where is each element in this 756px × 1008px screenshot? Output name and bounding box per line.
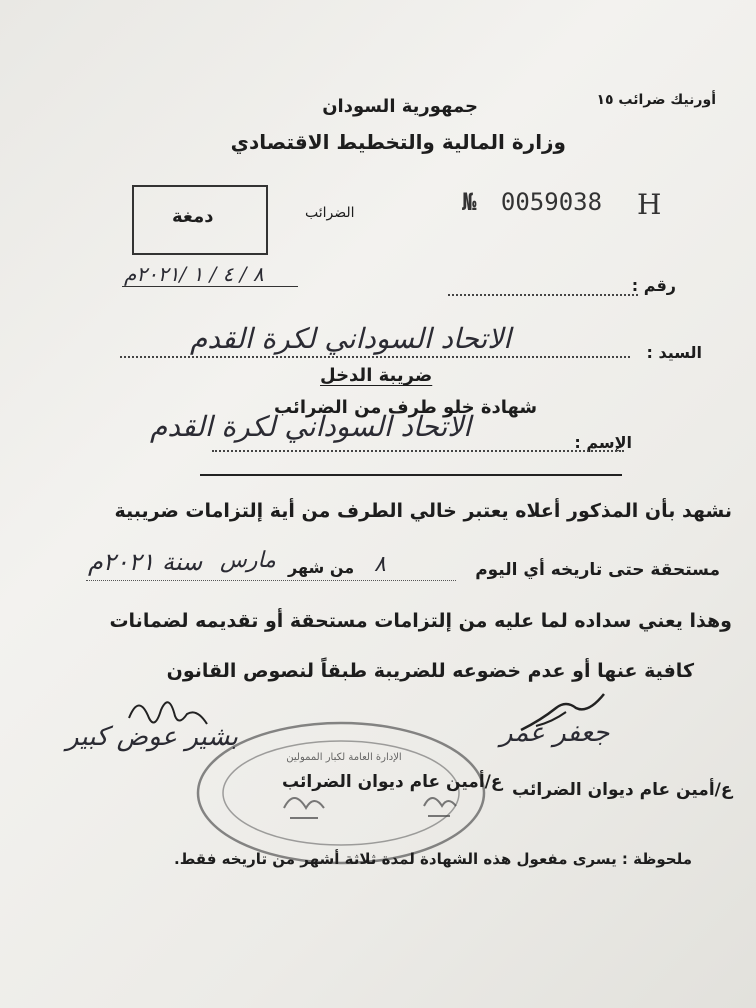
line-2-fill — [86, 580, 456, 581]
seal-text: الإدارة العامة لكبار الممولين — [286, 752, 402, 763]
serial-prefix: № — [462, 188, 477, 216]
certificate-title: شهادة خلو طرف من الضرائب — [274, 397, 538, 418]
name-line — [212, 450, 624, 452]
name-label: الإسم : — [574, 433, 632, 452]
signature-name-2: بشير عوض كبير — [66, 722, 238, 752]
mr-line — [120, 356, 630, 358]
serial-number — [462, 188, 602, 216]
ministry-title: وزارة المالية والتخطيط الاقتصادي — [230, 130, 566, 154]
department-label: الضرائب — [305, 205, 355, 221]
name-value: الاتحاد السوداني لكرة القدم — [150, 410, 472, 443]
validity-note: ملحوظة : يسرى مفعول هذه الشهادة لمدة ثلاثة أشهر من تاريخه فقط. — [174, 850, 692, 868]
serial-series: H — [637, 188, 662, 221]
body-line-3: وهذا يعني سداده لما عليه من إلتزامات مستحقة أو تقديمه لضمانات — [109, 610, 732, 632]
number-label: رقم : — [631, 276, 676, 295]
body-line-4: كافية عنها أو عدم خضوعه للضريبة طبقاً لنصوص القانون — [166, 660, 694, 682]
seal-emblem-2 — [424, 798, 456, 816]
signature-title-left: ع/أمين عام ديوان الضرائب — [282, 772, 503, 792]
signature-title-right: ع/أمين عام ديوان الضرائب — [512, 780, 733, 800]
seal-emblem — [284, 798, 324, 818]
date-handwritten: ٨ / ٤ / ١ /٢٠٢١م — [124, 262, 264, 286]
date-underline — [122, 286, 298, 287]
stamp-box-label: دمغة — [172, 206, 214, 227]
signature-name: جعفر عمر — [500, 718, 610, 748]
body-line-2-month: مارس — [220, 548, 276, 573]
body-line-2-mid: من شهر — [288, 558, 355, 577]
mr-label: السيد : — [646, 343, 702, 362]
country-title: جمهورية السودان — [322, 96, 478, 117]
form-id: أورنيك ضرائب ١٥ — [596, 92, 716, 108]
seal-outer — [198, 723, 484, 863]
mr-value: الاتحاد السوداني لكرة القدم — [190, 322, 512, 355]
body-line-2-prefix: مستحقة حتى تاريخه أي اليوم — [475, 560, 720, 580]
body-line-1: نشهد بأن المذكور أعلاه يعتبر خالي الطرف من أية إلتزامات ضريبية — [114, 500, 732, 522]
body-line-2-day: ٨ — [374, 552, 386, 577]
serial-value: 0059038 — [500, 188, 603, 216]
separator-line — [200, 474, 622, 476]
tax-type: ضريبة الدخل — [320, 365, 433, 386]
body-line-2-year: سنة ٢٠٢١م — [88, 548, 203, 576]
number-line — [448, 294, 638, 296]
